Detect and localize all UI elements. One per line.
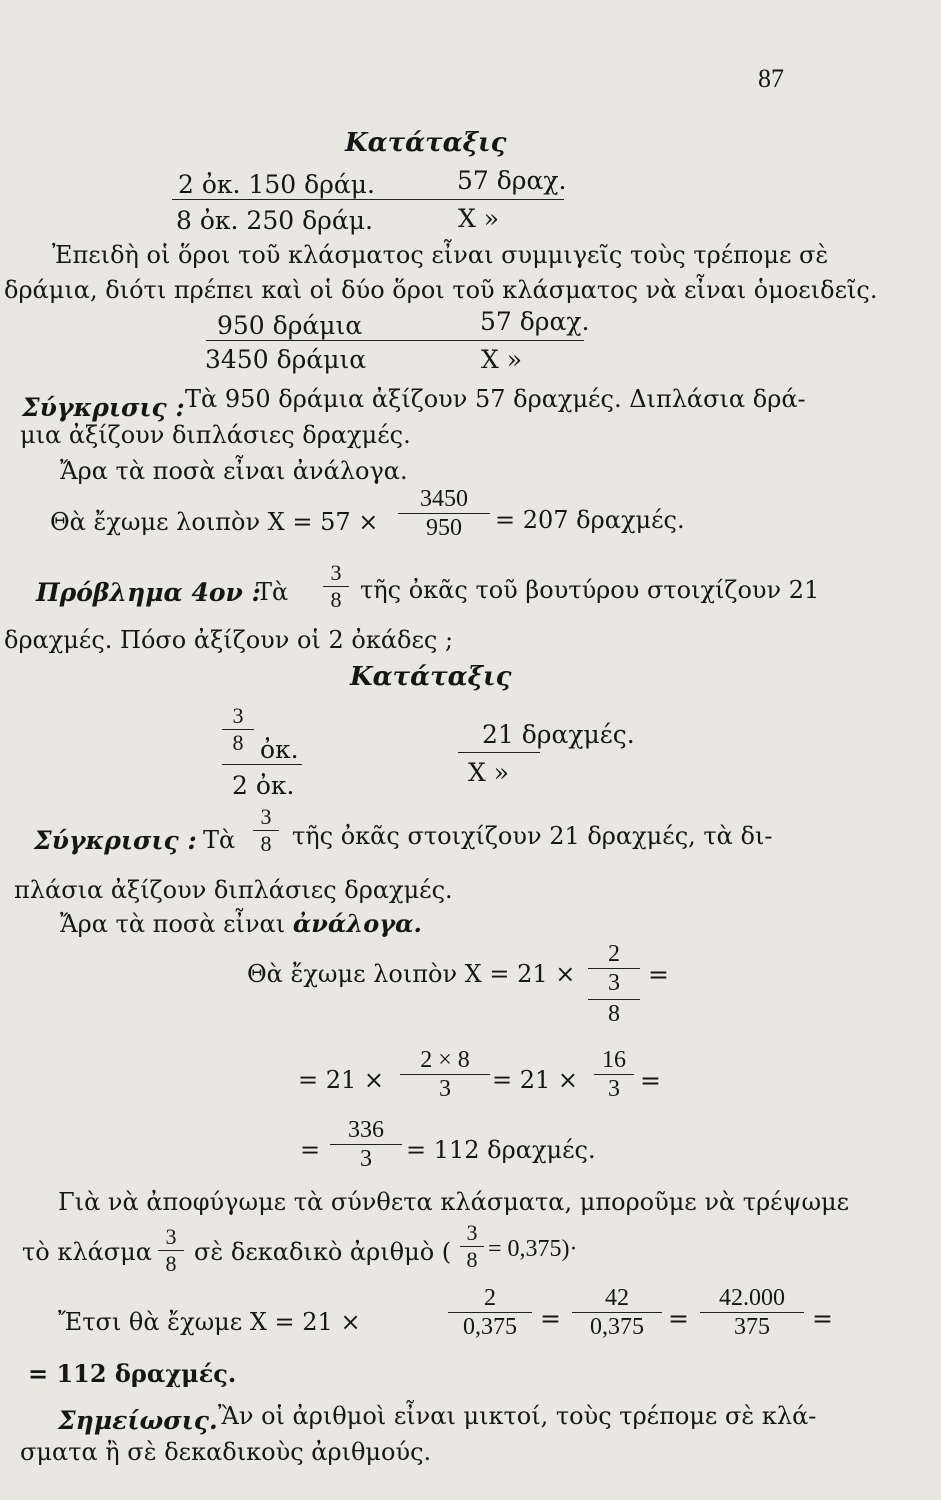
comparison-label: Σύγκρισις : — [22, 393, 185, 422]
arrangement-right-2: Χ » — [468, 758, 510, 787]
note-label: Σημείωσις. — [58, 1406, 218, 1435]
compound-fraction — [588, 942, 640, 1026]
arrangement-left-3: 950 δράμια — [217, 311, 363, 340]
comparison-text: Τὰ — [203, 826, 236, 854]
arrangement-left-4: 3450 δράμια — [205, 345, 367, 374]
comparison-text: Τὰ 950 δράμια ἀξίζουν 57 δραχμές. Διπλάσια δρά- — [185, 385, 806, 413]
inline-fraction — [460, 1222, 484, 1271]
equation-prefix: Θὰ ἔχωμε λοιπὸν Χ = 57 × — [50, 508, 379, 536]
arrangement-unit: ὀκ. — [260, 735, 299, 764]
fraction-denominator: 8 — [466, 1247, 478, 1272]
fraction-numerator: 2 — [608, 941, 620, 967]
arrangement-left-2: 2 ὀκ. — [232, 771, 295, 800]
fraction-denominator: 0,375 — [590, 1314, 644, 1340]
arrangement-right-3: 57 δραχ. — [480, 307, 590, 336]
fraction-denominator: 8 — [330, 587, 342, 612]
fraction-numerator: 3 — [330, 560, 342, 585]
arrangement-divider — [458, 752, 540, 753]
fraction-denominator: 375 — [734, 1314, 770, 1340]
fraction-numerator: 2 — [484, 1285, 496, 1311]
equation-result: = 207 δραχμές. — [495, 506, 685, 534]
paragraph-line: τὸ κλάσμα — [22, 1238, 152, 1266]
equation-equals: = — [300, 1136, 321, 1164]
equation-equals: = — [668, 1304, 689, 1333]
fraction-denominator: 8 — [608, 1001, 620, 1027]
page-number: 87 — [758, 64, 784, 93]
section-title: Κατάταξις — [345, 128, 507, 158]
fraction-numerator: 3450 — [420, 486, 468, 512]
note-text: Ἂν οἱ ἀριθμοὶ εἶναι μικτοί, τοὺς τρέπομε σὲ κλά- — [218, 1402, 817, 1430]
section-title: Κατάταξις — [350, 662, 512, 692]
fraction-numerator: 42 — [605, 1285, 629, 1311]
arrangement-fraction — [222, 705, 254, 754]
fraction-numerator: 2 × 8 — [420, 1047, 470, 1073]
comparison-fraction — [253, 806, 279, 855]
problem-text: Τὰ — [256, 578, 289, 606]
equation-fraction — [400, 1048, 490, 1101]
equation-equals: = — [812, 1304, 833, 1333]
paragraph-line: Ἐπειδὴ οἱ ὅροι τοῦ κλάσματος εἶναι συμμιγεῖς τοὺς τρέπομε σὲ — [52, 241, 829, 269]
fraction-denominator: 8 — [260, 831, 272, 856]
fraction-denominator: 3 — [360, 1146, 372, 1172]
arrangement-right-1: 21 δραχμές. — [482, 720, 635, 749]
fraction-denominator: 3 — [439, 1076, 451, 1102]
paragraph-line: δράμια, διότι πρέπει καὶ οἱ δύο ὅροι τοῦ κλάσματος νὰ εἶναι ὁμοειδεῖς. — [4, 276, 878, 304]
fraction-denominator: 8 — [165, 1251, 177, 1276]
equation-middle: = 21 × — [492, 1066, 579, 1094]
problem-fraction — [323, 562, 349, 611]
arrangement-right-4: Χ » — [481, 345, 523, 374]
equation-fraction — [398, 487, 490, 540]
fraction-numerator: 3 — [165, 1224, 177, 1249]
equation-prefix: Θὰ ἔχωμε λοιπὸν Χ = 21 × — [247, 960, 576, 988]
arrangement-right-2: Χ » — [458, 204, 500, 233]
fraction-denominator: 8 — [232, 730, 244, 755]
arrangement-right-1: 57 δραχ. — [457, 166, 567, 195]
equation-prefix: Ἔτσι θὰ ἔχωμε Χ = 21 × — [58, 1308, 361, 1336]
equation-equals: = — [540, 1304, 561, 1333]
paragraph-line: = 0,375)· — [488, 1236, 578, 1262]
comparison-text: πλάσια ἀξίζουν διπλάσιες δραχμές. — [14, 876, 453, 904]
equation-fraction — [330, 1118, 402, 1171]
equation-equals: = — [640, 1066, 661, 1095]
note-text: σματα ἢ σὲ δεκαδικοὺς ἀριθμούς. — [20, 1438, 432, 1466]
fraction-numerator: 42.000 — [719, 1285, 785, 1311]
conclusion-text — [60, 909, 422, 938]
arrangement-divider — [172, 199, 564, 200]
equation-result: = 112 δραχμές. — [28, 1359, 237, 1388]
equation-equals: = — [648, 960, 669, 989]
fraction-numerator: 3 — [260, 804, 272, 829]
arrangement-left-1: 2 ὀκ. 150 δράμ. — [178, 170, 375, 199]
conclusion-regular: Ἄρα τὰ ποσὰ εἶναι — [60, 910, 286, 938]
fraction-denominator: 0,375 — [463, 1314, 517, 1340]
fraction-denominator: 950 — [426, 515, 462, 541]
equation-fraction — [572, 1286, 662, 1339]
fraction-numerator: 336 — [348, 1117, 384, 1143]
equation-fraction — [700, 1286, 804, 1339]
fraction-numerator: 3 — [232, 703, 244, 728]
equation-result: = 112 δραχμές. — [406, 1136, 596, 1164]
conclusion-text: Ἄρα τὰ ποσὰ εἶναι ἀνάλογα. — [60, 457, 408, 485]
problem-text: δραχμές. Πόσο ἀξίζουν οἱ 2 ὀκάδες ; — [4, 626, 454, 654]
problem-label: Πρόβλημα 4ον : — [36, 578, 261, 607]
arrangement-left-2: 8 ὀκ. 250 δράμ. — [176, 206, 373, 235]
paragraph-line: σὲ δεκαδικὸ ἀριθμὸ ( — [194, 1238, 452, 1266]
fraction-middle: 3 — [608, 970, 620, 996]
fraction-numerator: 3 — [466, 1220, 478, 1245]
paragraph-line: Γιὰ νὰ ἀποφύγωμε τὰ σύνθετα κλάσματα, μποροῦμε νὰ τρέψωμε — [58, 1188, 850, 1216]
equation-fraction — [594, 1048, 634, 1101]
inline-fraction — [158, 1226, 184, 1275]
fraction-denominator: 3 — [608, 1076, 620, 1102]
equation-prefix: = 21 × — [298, 1066, 385, 1094]
comparison-text: μια ἀξίζουν διπλάσιες δραχμές. — [20, 421, 411, 449]
conclusion-bold: ἀνάλογα. — [292, 909, 422, 938]
equation-fraction — [448, 1286, 532, 1339]
fraction-numerator: 16 — [602, 1047, 626, 1073]
arrangement-divider — [222, 764, 302, 765]
comparison-text: τῆς ὀκᾶς στοιχίζουν 21 δραχμές, τὰ δι- — [292, 822, 773, 850]
arrangement-divider — [206, 340, 584, 341]
problem-text: τῆς ὀκᾶς τοῦ βουτύρου στοιχίζουν 21 — [360, 576, 820, 604]
comparison-label: Σύγκρισις : — [34, 826, 197, 855]
